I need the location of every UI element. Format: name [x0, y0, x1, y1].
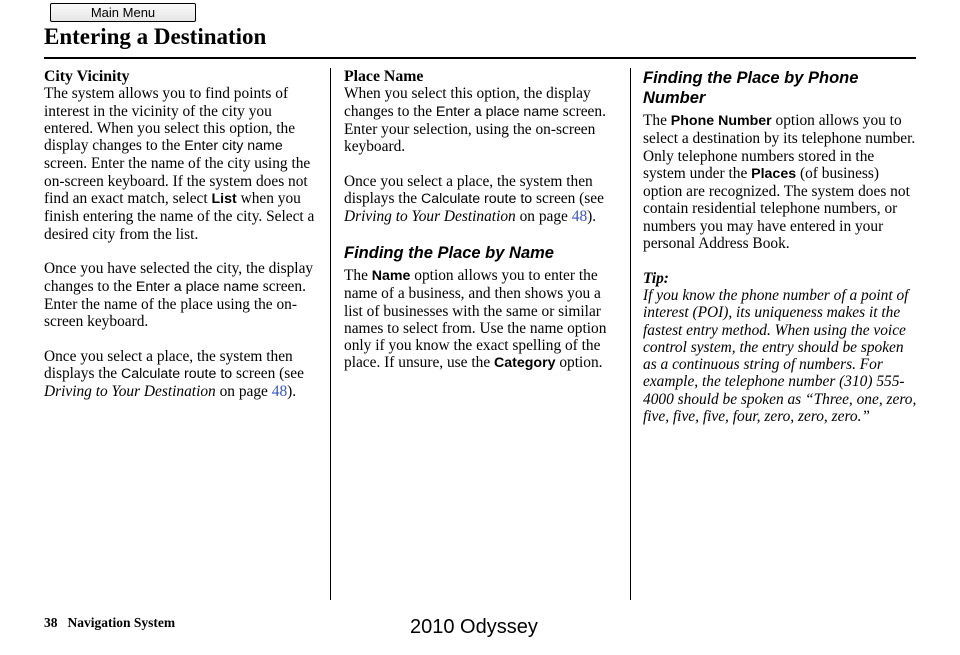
text: option allows you to enter the name of a business, and then shows you a list of businesses with the same or similar names to select from. Use the name option only if you know the exact spelling of the place. If unsure, use the: [344, 266, 607, 372]
section-name: Navigation System: [67, 615, 176, 630]
column-phone-number: [643, 68, 917, 443]
section-heading-place-name: Place Name: [344, 68, 424, 85]
tip-label: Tip:: [643, 269, 669, 287]
cross-reference: Driving to Your Destination: [44, 383, 216, 401]
paragraph: [344, 173, 618, 226]
column-place-name: [344, 68, 618, 390]
paragraph: [643, 112, 917, 252]
title-divider: [44, 57, 916, 59]
text: The: [643, 112, 671, 129]
text: on page: [515, 208, 572, 226]
text: ).: [587, 208, 597, 226]
main-menu-button[interactable]: Main Menu: [50, 3, 196, 22]
paragraph: [344, 85, 618, 155]
ui-term: Name: [371, 267, 411, 284]
text: when you finish entering the name of the city. Select a desired city from the list.: [44, 190, 315, 243]
column-divider: [330, 68, 331, 600]
ui-term: Places: [751, 165, 797, 182]
ui-term: List: [211, 191, 237, 208]
column-divider: [630, 68, 631, 600]
text: screen. Enter your selection, using the on-screen keyboard.: [344, 102, 606, 156]
ui-term: Category: [494, 355, 556, 372]
text: The system allows you to find points of interest in the vicinity of the city you entered. When you select this option, the display changes to the: [44, 85, 296, 155]
text: on page: [215, 383, 272, 401]
text: option.: [555, 354, 603, 372]
text: Once you have selected the city, the display changes to the: [44, 260, 314, 295]
text: screen (see: [232, 365, 304, 383]
page-link[interactable]: 48: [571, 208, 588, 226]
paragraph: [44, 260, 320, 330]
ui-term: Calculate route to: [120, 366, 233, 383]
section-heading-finding-by-phone: Finding the Place by Phone Number: [643, 69, 859, 107]
text: When you select this option, the display changes to the: [344, 85, 591, 120]
tip-text: If you know the phone number of a point of interest (POI), its uniqueness makes it the fastest entry method. When using the voice control system, the entry should be spoken as a continuous string of numbers. For example, the telephone number (310) 555-4000 should be spoken as “Three, one, zero, five, five, five, four, zero, zero, zero.”: [643, 286, 917, 426]
text: (of business) option are recognized. The system does not contain residential telephone numbers, or numbers you may have entered in your personal Address Book.: [643, 164, 910, 253]
text: Once you select a place, the system then displays the: [344, 172, 593, 208]
ui-term: Enter city name: [184, 138, 283, 155]
ui-term: Phone Number: [670, 113, 772, 129]
ui-term: Enter a place name: [135, 278, 259, 295]
page-link[interactable]: 48: [271, 383, 288, 401]
text: screen. Enter the name of the city using the on-screen keyboard. If the system does not find an exact match, select: [44, 155, 311, 208]
page-title: Entering a Destination: [44, 24, 267, 49]
ui-term: Calculate route to: [420, 191, 533, 208]
column-city-vicinity: [44, 68, 320, 418]
text: The: [344, 266, 372, 284]
paragraph: [344, 267, 618, 373]
section-heading-city-vicinity: City Vicinity: [44, 68, 130, 85]
text: Once you select a place, the system then displays the: [44, 347, 293, 383]
page-number: 38: [44, 615, 58, 630]
text: ).: [287, 383, 297, 401]
watermark: 2010 Odyssey: [410, 616, 538, 638]
text: screen. Enter the name of the place using the on-screen keyboard.: [44, 277, 306, 331]
ui-term: Enter a place name: [435, 103, 559, 120]
section-heading-finding-by-name: Finding the Place by Name: [344, 243, 554, 262]
text: option allows you to select a destination by its telephone number. Only telephone numbers stored in the system under the: [643, 112, 916, 182]
page-footer: [44, 615, 175, 631]
cross-reference: Driving to Your Destination: [344, 208, 516, 226]
paragraph: [44, 85, 320, 243]
paragraph: [44, 348, 320, 401]
text: screen (see: [532, 190, 604, 208]
